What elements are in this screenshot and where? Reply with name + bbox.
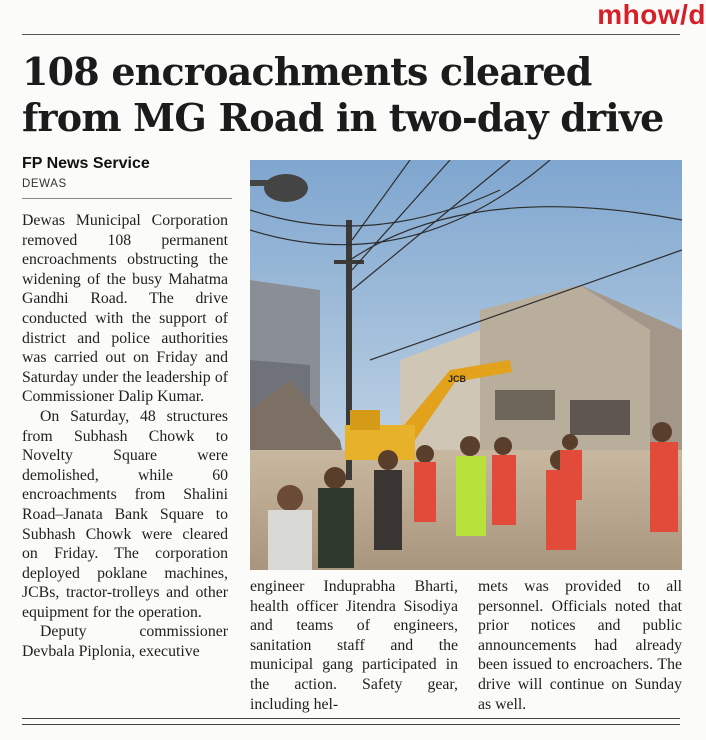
paragraph-2: On Saturday, 48 structures from Subhash Chowk to Novelty Square were demolished, while 60 encroachments from Shalini Road–Janata Bank Square to Subhash Chowk were cleared on Friday. The corporation deployed poklane machines, JCBs, tractor-trolleys and other equipment for the operation. [22,407,228,621]
paragraph-5: mets was provided to all personnel. Officials noted that prior notices and public announcements had already been issued to encroachers. The drive will continue on Sunday as well. [478,578,682,713]
top-rule [22,34,680,35]
headline-line-2: from MG Road in two-day drive [22,95,664,140]
dateline-rule [22,198,232,199]
dateline: DEWAS [22,178,67,190]
news-photo [250,160,682,570]
paragraph-1: Dewas Municipal Corporation removed 108 permanent encroachments obstructing the widening of the busy Mahatma Gandhi Road. The drive conducted with the support of district and police authorities was carried out on Friday and Saturday under the leadership of Commissioner Dalip Kumar. [22,212,228,406]
paragraph-3: Deputy commissioner Devbala Piplonia, executive [22,623,228,661]
article-column-2 [250,577,458,714]
headline-line-1: 108 encroachments cleared [22,49,592,94]
article-column-3 [478,577,682,714]
bottom-rule [22,718,680,719]
byline: FP News Service [22,155,150,172]
paragraph-4: engineer Induprabha Bharti, health officer Jitendra Sisodiya and teams of engineers, sanitation staff and the municipal gang participated in the action. Safety gear, including hel- [250,578,458,713]
headline [22,49,682,141]
article-column-1 [22,211,228,662]
jcb-label: JCB [448,374,467,384]
masthead: mhow/d [597,0,706,30]
bottom-rule-2 [22,724,680,725]
